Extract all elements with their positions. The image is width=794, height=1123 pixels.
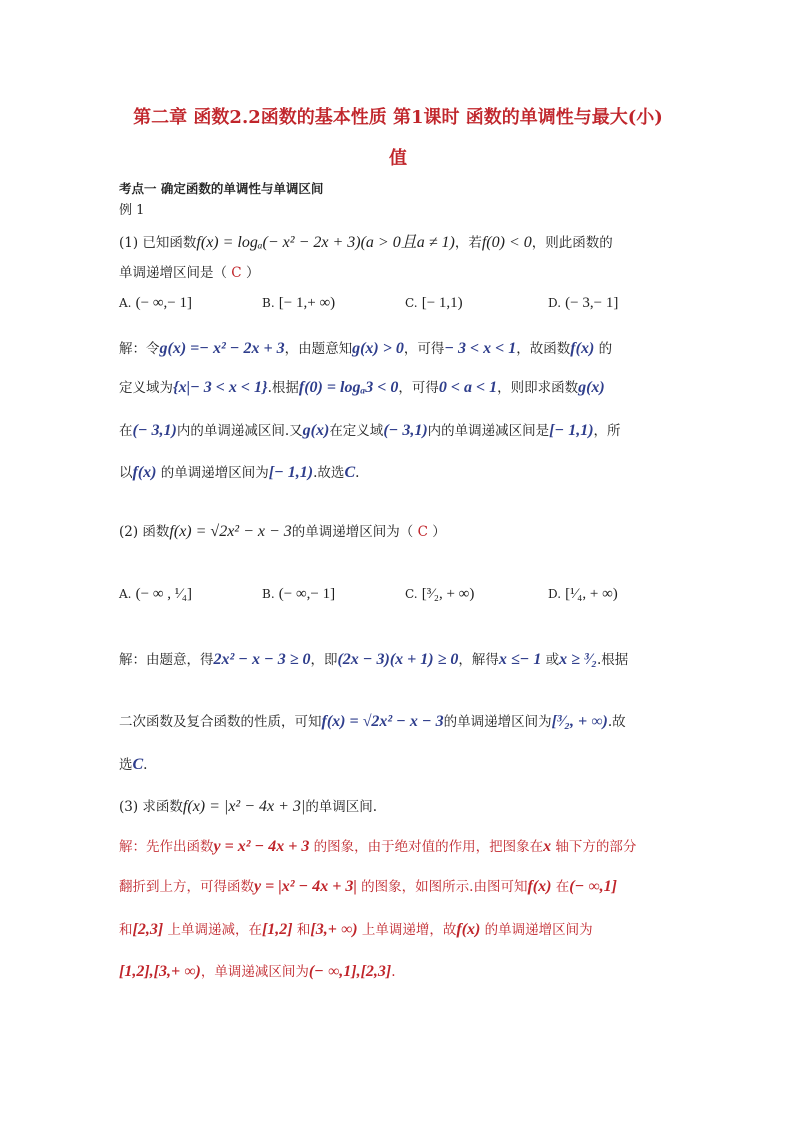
q2-option-c: C. [³⁄₂, + ∞) [405,586,475,602]
q3-solution-line-1: 解：先作出函数y = x² − 4x + 3 的图象，由于绝对值的作用，把图象在x 轴下方的部分 [119,838,637,855]
q2-solution-line-1: 解：由题意，得2x² − x − 3 ≥ 0，即(2x − 3)(x + 1) ≥ 0，解得x ≤− 1 或x ≥ ³⁄₂.根据 [119,651,629,668]
q1-prefix: (1) 已知函数 [119,235,197,251]
q1-stem-line-1 [119,233,613,253]
q1-mid: ，若 [454,235,482,251]
example-label: 例 1 [119,203,145,218]
q1-line2-text: 单调递增区间是（ [119,265,227,281]
q1-answer: C [231,265,242,281]
q3-solution-line-3: 和[2,3] 上单调递减，在[1,2] 和[3,+ ∞) 上单调递增，故f(x) 的单调递增区间为 [119,921,593,938]
q1-expression: f(x) = logₐ(− x² − 2x + 3)(a > 0且a ≠ 1) [196,234,455,251]
q1-condition: f(0) < 0 [481,234,532,251]
q1-tail: ，则此函数的 [531,235,613,251]
q1-solution-line-2: 定义域为{x|− 3 < x < 1}.根据f(0) = logₐ3 < 0，可得0 < a < 1，则即求函数g(x) [119,379,605,396]
q3-solution-line-2: 翻折到上方，可得函数y = |x² − 4x + 3| 的图象，如图所示.由图可知f(x) 在(− ∞,1] [119,878,618,895]
q1-option-b: B. [− 1,+ ∞) [262,295,336,311]
chapter-title-line-1: 第二章 函数2.2函数的基本性质 第1课时 函数的单调性与最大(小) [133,107,663,128]
q1-solution-line-1: 解：令g(x) =− x² − 2x + 3，由题意知g(x) > 0，可得− 3 < x < 1，故函数f(x) 的 [119,340,613,357]
q2-solution-line-3: 选C. [119,756,148,773]
q1-close: ） [245,265,260,281]
q2-stem: (2) 函数f(x) = √2x² − x − 3的单调递增区间为（ C ） [119,523,446,540]
q2-expression: f(x) = √2x² − x − 3 [169,523,292,540]
q1-option-a: A. (− ∞,− 1] [119,295,192,311]
q3-stem: (3) 求函数f(x) = |x² − 4x + 3|的单调区间. [119,798,378,815]
q1-option-c: C. [− 1,1) [405,295,463,311]
q3-expression: f(x) = |x² − 4x + 3| [182,798,306,815]
q2-option-a: A. (− ∞ , ¹⁄₄] [119,586,192,602]
section-heading: 考点一 确定函数的单调性与单调区间 [119,181,324,196]
q1-stem-line-2 [119,263,259,283]
q2-answer: C [417,524,428,540]
q3-solution-line-4: [1,2],[3,+ ∞)，单调递减区间为(− ∞,1],[2,3]. [119,963,396,980]
q2-option-b: B. (− ∞,− 1] [262,586,336,602]
q2-option-d: D. [¹⁄₄, + ∞) [548,586,618,602]
chapter-title-line-2: 值 [389,148,407,169]
q1-option-d: D. (− 3,− 1] [548,295,619,311]
q1-solution-line-4: 以f(x) 的单调递增区间为[− 1,1).故选C. [119,464,360,481]
q2-solution-line-2: 二次函数及复合函数的性质，可知f(x) = √2x² − x − 3的单调递增区间为[³⁄₂, + ∞).故 [119,713,626,730]
q1-solution-line-3: 在(− 3,1)内的单调递减区间.又g(x)在定义域(− 3,1)内的单调递减区间是[− 1,1)，所 [119,422,621,439]
